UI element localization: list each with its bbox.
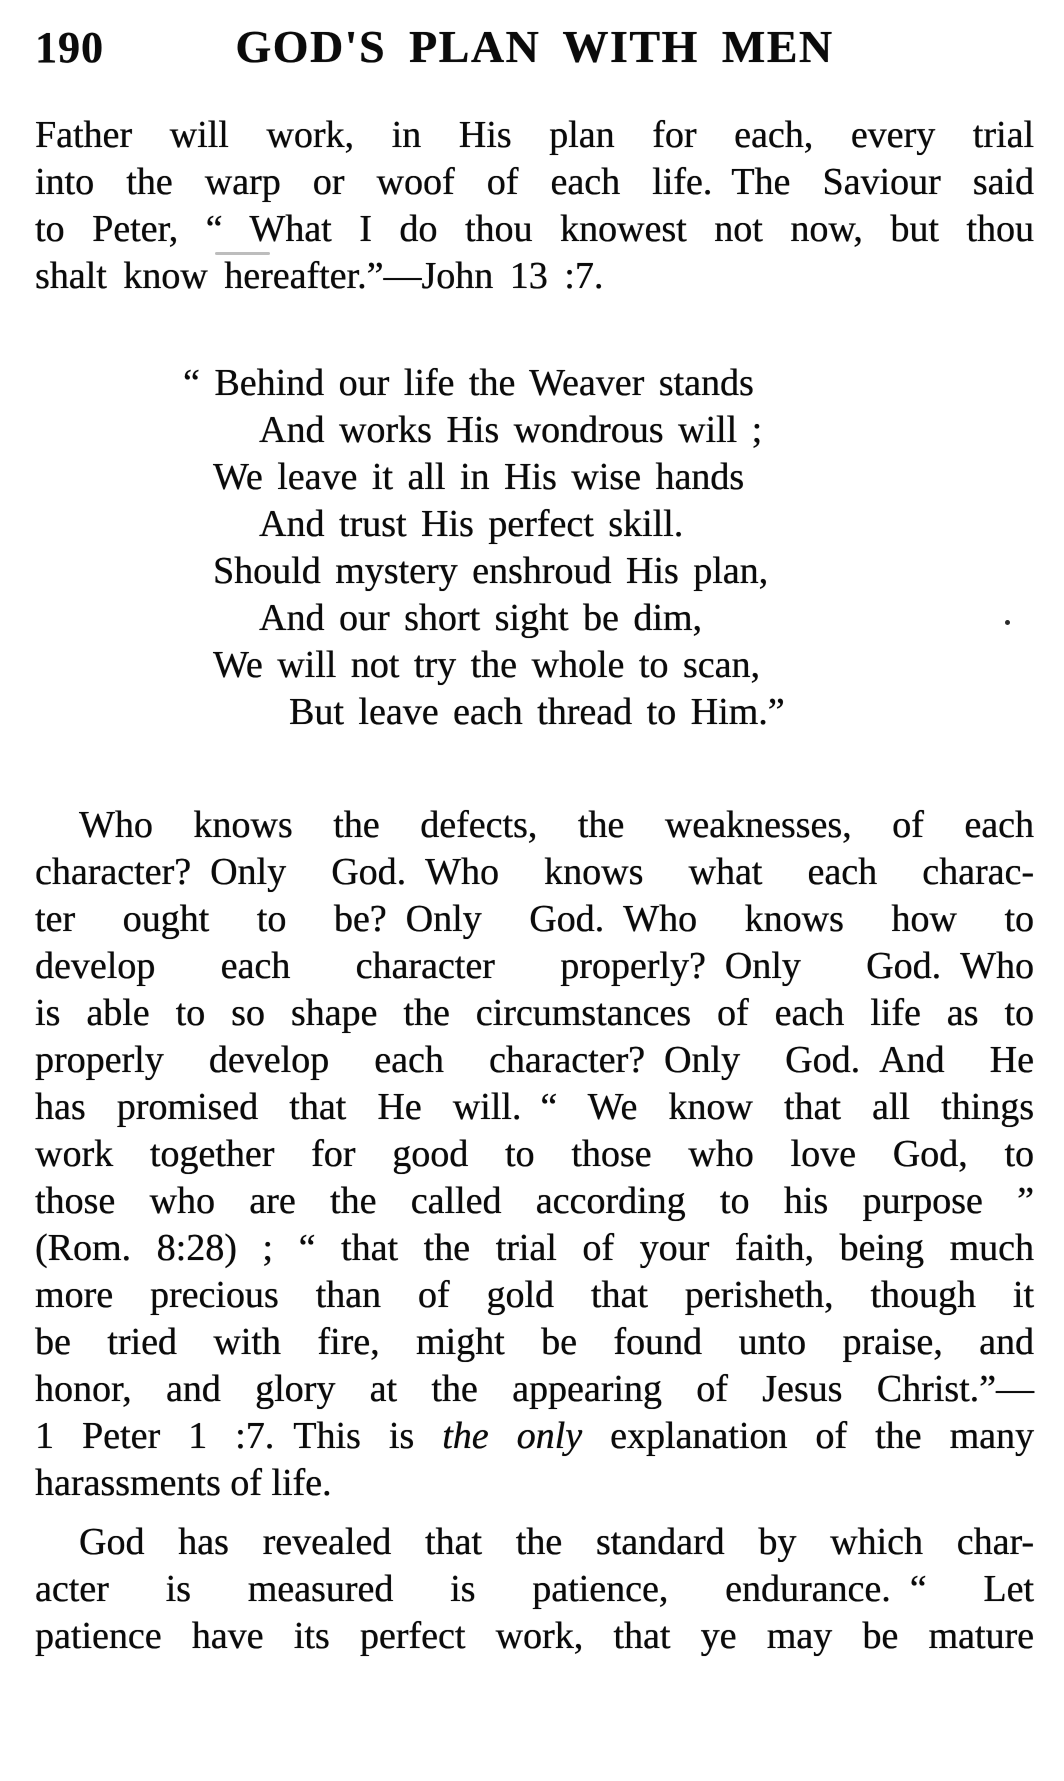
text-line: more precious than of gold that perisheth, though it	[35, 1274, 1034, 1316]
text-line: Who knows the defects, the weaknesses, of each	[79, 804, 1034, 846]
scan-artifact-dot	[1005, 620, 1010, 625]
text-segment: 1 Peter 1 :7. This is	[35, 1415, 443, 1457]
paragraph-3	[35, 1519, 1034, 1660]
text-line: develop each character properly? Only God. Who	[35, 945, 1034, 987]
text-line: those who are the called according to his purpose ”	[35, 1180, 1034, 1222]
paragraph-1	[35, 112, 1034, 300]
text-line: into the warp or woof of each life. The Saviour said	[35, 161, 1034, 203]
poem-line: We leave it all in His wise hands	[213, 456, 745, 498]
text-segment: explanation of the many	[582, 1415, 1034, 1457]
text-line: harassments of life.	[35, 1462, 332, 1504]
text-line: Father will work, in His plan for each, every trial	[35, 114, 1034, 156]
poem-stanza	[183, 360, 1034, 736]
text-line: ter ought to be? Only God. Who knows how to	[35, 898, 1034, 940]
poem-line: Should mystery enshroud His plan,	[213, 550, 769, 592]
page-number: 190	[35, 23, 104, 72]
text-line: honor, and glory at the appearing of Jesus Christ.”—	[35, 1368, 1034, 1410]
text-line: be tried with fire, might be found unto praise, and	[35, 1321, 1034, 1363]
running-title: GOD'S PLAN WITH MEN	[235, 21, 834, 72]
poem-line: “ Behind our life the Weaver stands	[183, 362, 754, 404]
text-line: character? Only God. Who knows what each charac-	[35, 851, 1034, 893]
text-line: properly develop each character? Only God. And He	[35, 1039, 1034, 1081]
text-line: shalt know hereafter.”—John 13 :7.	[35, 255, 604, 297]
poem-line: We will not try the whole to scan,	[213, 644, 760, 686]
text-line: work together for good to those who love God, to	[35, 1133, 1034, 1175]
poem-line: And our short sight be dim,	[259, 597, 702, 639]
poem-line: But leave each thread to Him.”	[289, 691, 785, 733]
text-line: (Rom. 8:28) ; “ that the trial of your faith, being much	[35, 1227, 1034, 1269]
paragraph-2	[35, 802, 1034, 1507]
text-line: acter is measured is patience, endurance. “ Let	[35, 1568, 1034, 1610]
page-header	[35, 20, 1034, 72]
italic-text-segment: the only	[442, 1415, 583, 1457]
text-line-with-italic	[35, 1413, 1034, 1460]
text-line: patience have its perfect work, that ye may be mature	[35, 1615, 1034, 1657]
text-line: God has revealed that the standard by which char-	[79, 1521, 1034, 1563]
poem-line: And works His wondrous will ;	[259, 409, 763, 451]
text-line: has promised that He will. “ We know that all things	[35, 1086, 1034, 1128]
poem-line: And trust His perfect skill.	[259, 503, 684, 545]
text-line: is able to so shape the circumstances of each life as to	[35, 992, 1034, 1034]
text-line: to Peter, “ What I do thou knowest not now, but thou	[35, 208, 1034, 250]
scan-artifact-smudge	[215, 252, 270, 255]
